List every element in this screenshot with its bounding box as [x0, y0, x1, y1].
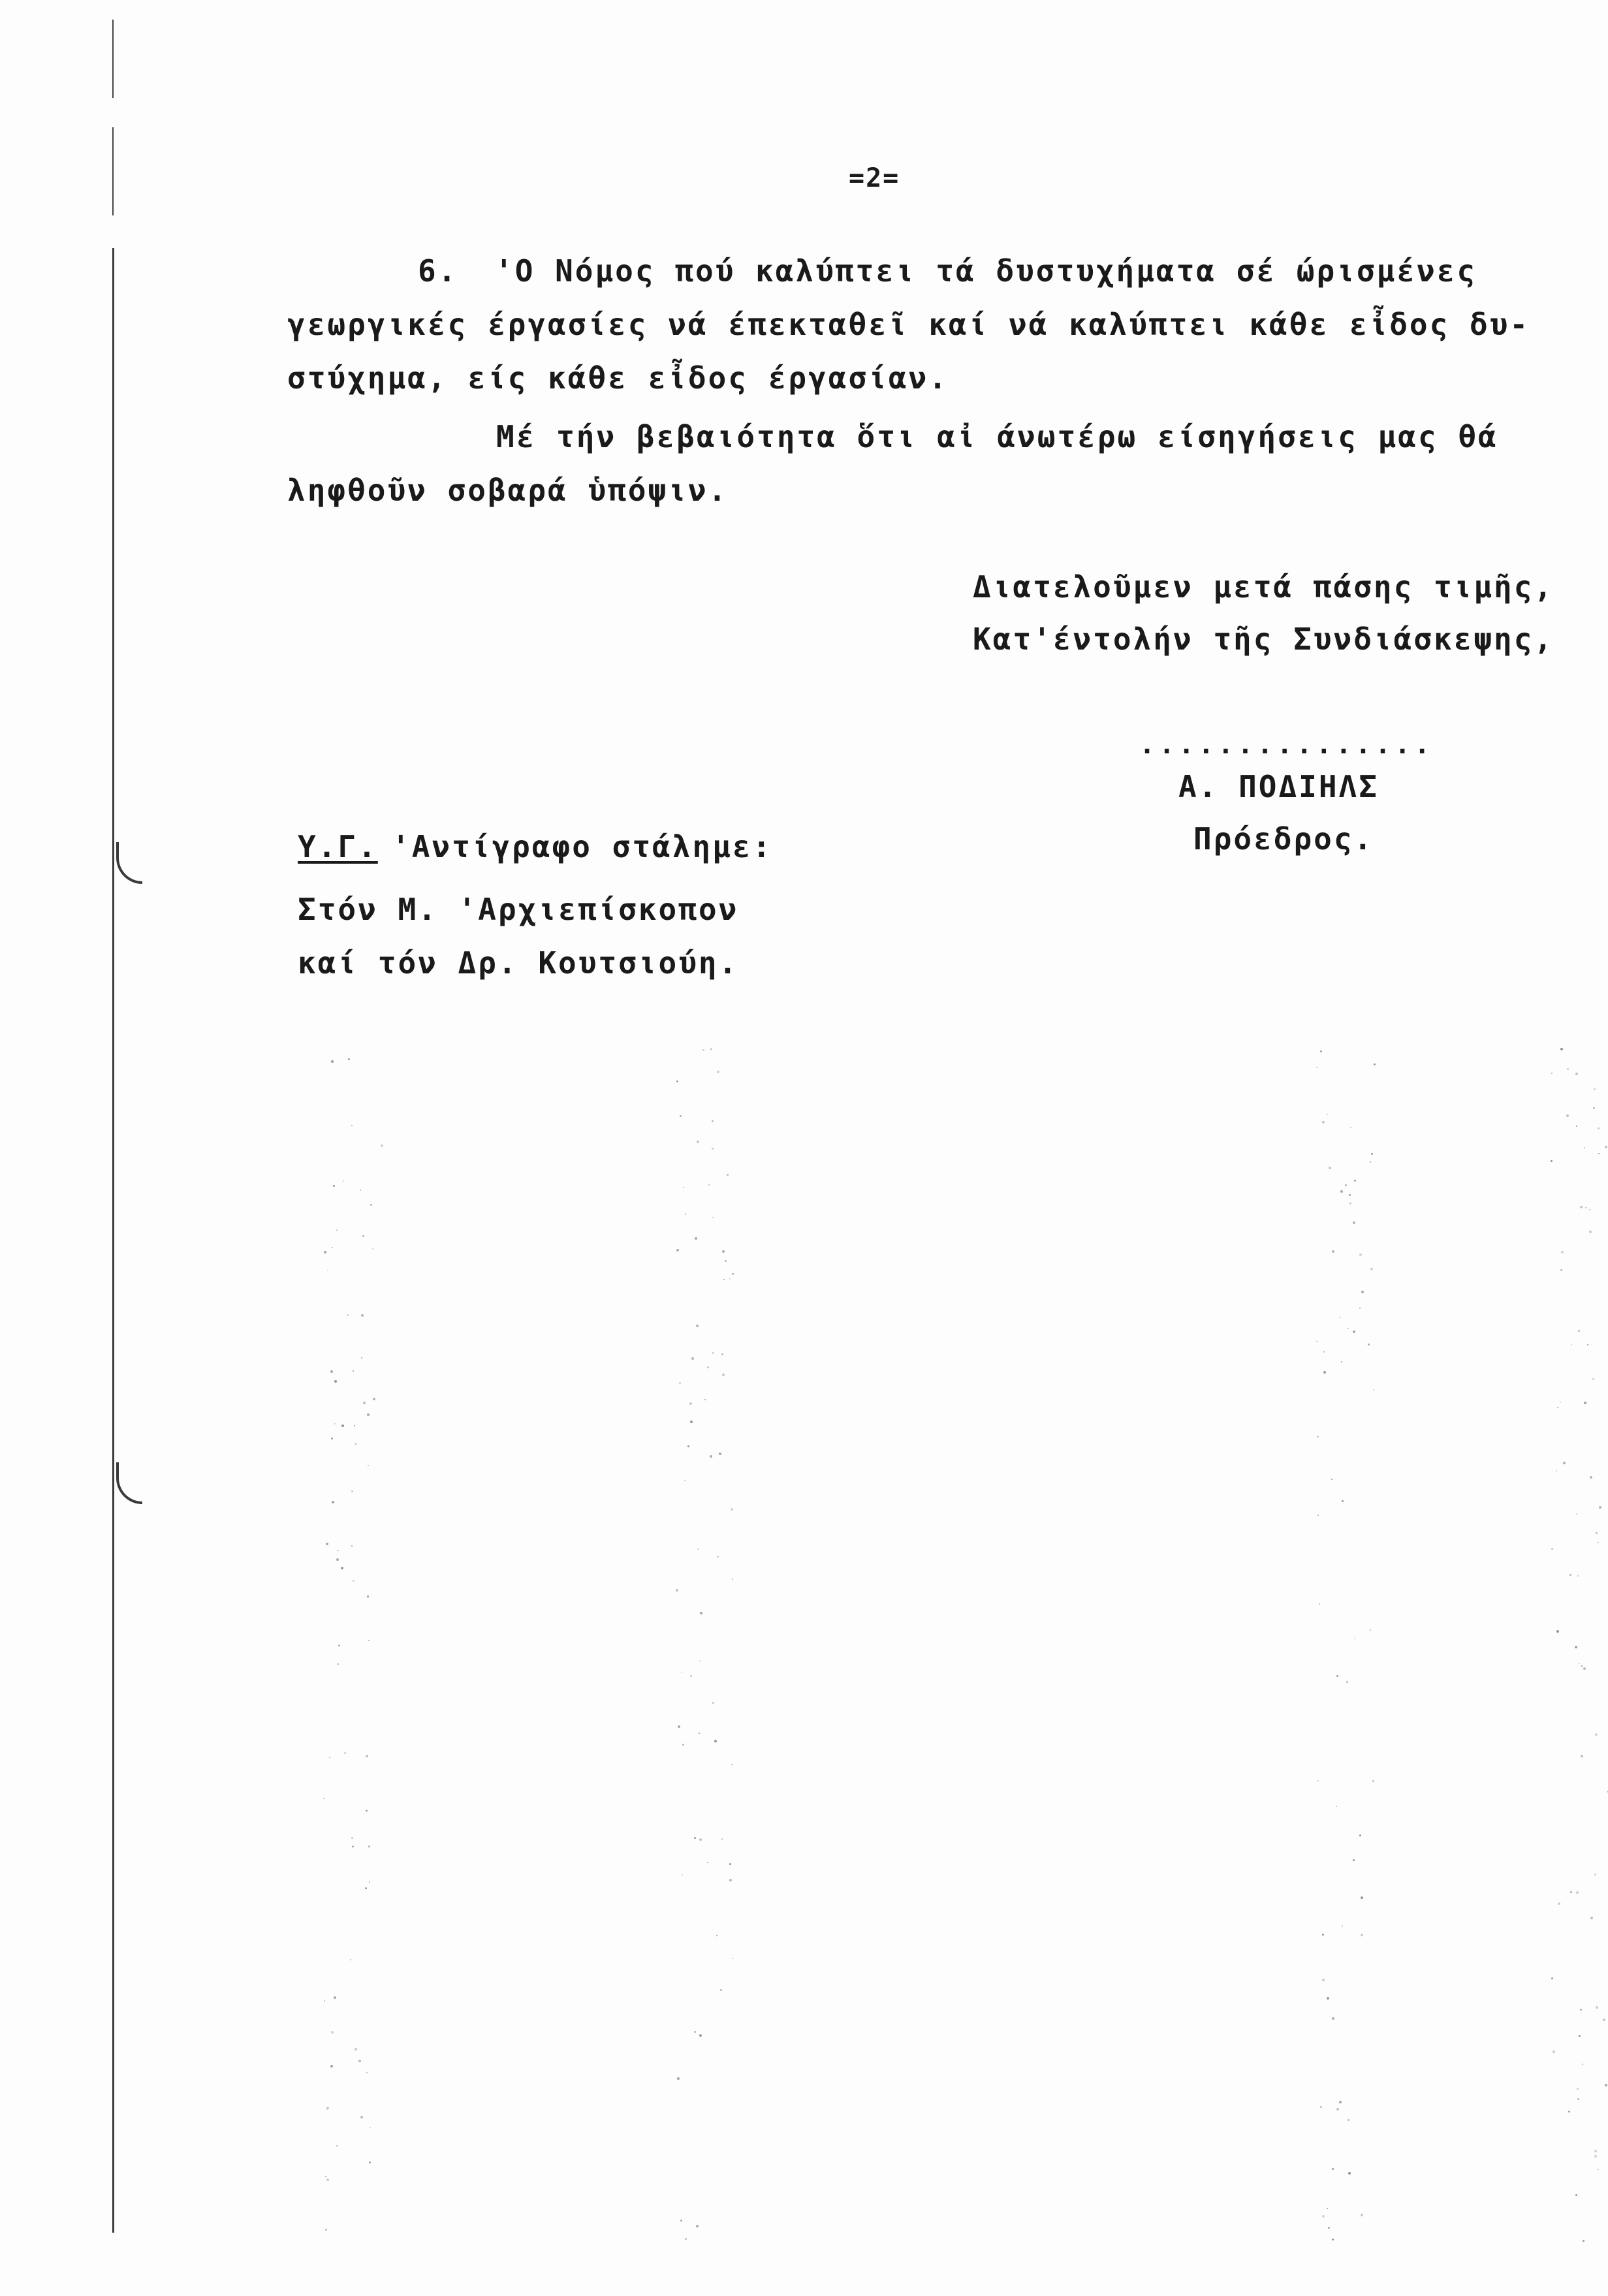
scan-speck	[684, 1480, 686, 1481]
scan-speck	[725, 1260, 727, 1262]
scan-speck	[1336, 1675, 1338, 1677]
scan-speck	[351, 1490, 353, 1492]
scan-speck	[700, 1612, 702, 1614]
scan-speck	[712, 1217, 714, 1218]
scan-speck	[727, 1174, 729, 1176]
scan-speck	[351, 1125, 353, 1126]
scan-speck	[1599, 1506, 1601, 1509]
scan-speck	[1584, 1147, 1585, 1148]
scan-speck	[694, 1837, 696, 1839]
scan-speck	[368, 1846, 370, 1848]
scan-speck	[690, 1421, 693, 1423]
scan-speck	[1331, 1479, 1332, 1480]
scan-speck	[712, 1148, 714, 1150]
scan-speck	[1361, 1291, 1364, 1293]
closing-line-1: Μέ τήν βεβαιότητα ὅτι αἰ άνωτέρω είσηγήσεις μας θά	[496, 419, 1498, 454]
scan-speck	[1590, 1917, 1593, 1919]
scan-speck	[330, 1370, 333, 1373]
scan-speck	[1370, 1161, 1371, 1163]
scan-speck	[1322, 1979, 1325, 1981]
scan-speck	[361, 1314, 364, 1317]
scan-speck	[1319, 1603, 1320, 1605]
scan-speck	[351, 1837, 353, 1839]
scan-speck	[1589, 1231, 1592, 1233]
scan-speck	[325, 2229, 327, 2231]
scan-speck	[1594, 2155, 1597, 2158]
scan-speck	[682, 1874, 683, 1876]
scan-speck	[678, 1725, 680, 1728]
scan-speck	[361, 1357, 362, 1359]
scan-speck	[731, 1764, 733, 1765]
scan-speck	[707, 1366, 709, 1368]
scan-speck	[1361, 1896, 1363, 1899]
scan-speck	[721, 1838, 723, 1840]
scan-speck	[681, 1672, 682, 1673]
scan-speck	[1317, 1515, 1319, 1516]
scan-speck	[1353, 1859, 1355, 1861]
scan-speck	[1327, 1114, 1328, 1115]
scan-speck	[712, 1120, 714, 1122]
scan-speck	[326, 1543, 328, 1545]
scan-speck	[347, 1314, 349, 1316]
scan-speck	[338, 1550, 339, 1551]
scan-speck	[720, 1989, 722, 1991]
scan-speck	[1579, 1663, 1580, 1664]
scan-speck	[1592, 1378, 1594, 1380]
left-margin-rule	[112, 248, 114, 2233]
scan-speck	[370, 1204, 372, 1206]
scan-speck	[1589, 1209, 1590, 1210]
scan-speck	[1577, 2098, 1579, 2100]
scan-speck	[685, 2238, 687, 2240]
scan-speck	[1551, 1977, 1553, 1979]
scan-speck	[365, 1887, 367, 1889]
scan-speck	[1348, 2172, 1351, 2175]
scan-speck	[1578, 1330, 1580, 1332]
scan-speck	[366, 1810, 368, 1812]
scan-speck	[1594, 2150, 1597, 2152]
postscript-label: Υ.Γ.	[298, 829, 378, 864]
scan-speck	[1346, 1681, 1348, 1683]
scan-speck	[1594, 1088, 1596, 1090]
item-line-2: γεωργικές έργασίες νά έπεκταθεῖ καί νά καλύπτει κάθε εἶδος δυ-	[287, 307, 1530, 342]
scan-speck	[1587, 1344, 1588, 1345]
scan-speck	[343, 1180, 344, 1182]
scan-speck	[354, 1425, 355, 1426]
scan-speck	[714, 1740, 717, 1742]
scan-speck	[353, 1370, 354, 1372]
scan-speck	[1341, 1361, 1342, 1362]
scan-speck	[1323, 1371, 1326, 1374]
scan-speck	[719, 1453, 721, 1455]
signature-name: Α. ΠΟΔΙΗΛΣ	[1178, 769, 1379, 804]
scan-speck	[325, 2176, 326, 2177]
scan-speck	[1340, 1317, 1341, 1318]
scan-speck	[694, 2031, 696, 2033]
scan-speck	[1551, 1160, 1553, 1162]
scan-speck	[1323, 1351, 1325, 1353]
scan-speck	[1556, 1630, 1559, 1633]
postscript-heading: 'Αντίγραφο στάλημε:	[392, 829, 773, 864]
margin-bracket-mark	[116, 842, 142, 884]
scan-speck	[348, 1058, 350, 1060]
scan-speck	[683, 1187, 684, 1188]
scan-speck	[334, 1380, 337, 1383]
scan-speck	[331, 2031, 334, 2034]
scan-speck	[1581, 1665, 1583, 1667]
scan-speck	[369, 1881, 370, 1883]
scan-speck	[369, 2162, 371, 2163]
scan-speck	[1350, 1127, 1351, 1128]
scan-speck	[366, 1755, 368, 1757]
page-number: =2=	[849, 163, 900, 193]
scan-speck	[1560, 1048, 1563, 1050]
scan-speck	[1359, 1308, 1361, 1309]
scan-speck	[699, 1660, 701, 1661]
signature-title: Πρόεδρος.	[1193, 821, 1374, 857]
scan-speck	[677, 2077, 680, 2080]
scan-speck	[712, 1352, 714, 1354]
scan-speck	[352, 1846, 354, 1848]
scan-speck	[695, 1237, 697, 1240]
scan-speck	[1557, 1407, 1558, 1408]
scan-speck	[1584, 1402, 1586, 1404]
scan-speck	[685, 1214, 686, 1215]
scan-speck	[367, 1413, 370, 1416]
scan-speck	[1566, 1114, 1569, 1117]
scan-speck	[1551, 1073, 1553, 1074]
scan-speck	[1570, 1891, 1572, 1893]
scan-speck	[353, 1580, 355, 1582]
scan-speck	[336, 1558, 339, 1561]
scan-speck	[1349, 1194, 1351, 1196]
scan-speck	[1368, 1344, 1370, 1345]
scan-speck	[344, 1752, 346, 1754]
scan-speck	[1348, 2119, 1349, 2121]
scan-speck	[1361, 2214, 1363, 2216]
scan-speck	[1322, 2215, 1325, 2218]
scan-speck	[712, 1702, 714, 1704]
scan-speck	[332, 1501, 334, 1503]
scan-speck	[1327, 2208, 1328, 2209]
scan-speck	[1317, 1436, 1319, 1438]
scan-speck	[690, 1675, 692, 1677]
scan-speck	[1320, 2106, 1322, 2108]
scan-speck	[691, 1357, 694, 1360]
scan-speck	[731, 1508, 733, 1511]
scan-speck	[1576, 1513, 1577, 1515]
scan-speck	[687, 1445, 689, 1447]
scan-speck	[1569, 1574, 1571, 1576]
scan-speck	[331, 1438, 333, 1439]
scan-speck	[1560, 1402, 1561, 1403]
scan-speck	[1553, 2051, 1555, 2053]
scan-speck	[1598, 1127, 1600, 1129]
scan-speck	[360, 1189, 361, 1191]
scan-speck	[363, 1402, 366, 1404]
scan-speck	[1567, 1068, 1569, 1070]
scan-speck	[1349, 1203, 1351, 1204]
scan-speck	[680, 2220, 682, 2222]
scan-speck	[1354, 1638, 1355, 1639]
scan-speck	[1598, 1542, 1599, 1543]
scan-speck	[1342, 1500, 1344, 1502]
scan-speck	[1590, 1476, 1592, 1479]
scan-speck	[676, 1249, 679, 1251]
scan-speck	[381, 1144, 383, 1147]
scan-speck	[1361, 1934, 1363, 1936]
scan-speck	[323, 1798, 324, 1799]
scan-speck	[1370, 1629, 1371, 1631]
scan-speck	[1370, 1268, 1373, 1270]
scan-speck	[729, 1863, 731, 1865]
scan-speck	[1593, 1107, 1595, 1109]
scan-speck	[372, 1248, 373, 1250]
scan-speck	[1332, 2239, 1334, 2241]
scan-speck	[1354, 1180, 1356, 1182]
valediction-line-1: Διατελοῦμεν μετά πάσης τιμῆς,	[973, 569, 1554, 605]
scan-speck	[1577, 2088, 1579, 2090]
scan-speck	[1332, 1250, 1334, 1253]
scan-speck	[327, 1270, 328, 1271]
scan-speck	[338, 1663, 339, 1665]
scan-speck	[1359, 1253, 1362, 1256]
scan-speck	[679, 1382, 681, 1384]
scan-speck	[1576, 1125, 1577, 1127]
scan-speck	[1583, 1667, 1586, 1670]
scan-speck	[1595, 1733, 1598, 1736]
scan-speck	[1329, 1167, 1331, 1169]
scan-speck	[368, 1640, 370, 1641]
scan-speck	[1373, 1389, 1374, 1391]
scan-speck	[1322, 1121, 1325, 1124]
scan-speck	[366, 2072, 368, 2073]
scan-speck	[729, 1278, 731, 1280]
scan-speck	[704, 1399, 706, 1400]
scan-speck	[710, 1455, 712, 1458]
scan-speck	[732, 1958, 733, 1959]
scan-speck	[1563, 1462, 1566, 1464]
scan-speck	[330, 2065, 333, 2068]
scan-speck	[336, 1229, 338, 1231]
scan-speck	[1342, 1925, 1343, 1926]
scan-speck	[355, 2048, 357, 2051]
scan-speck	[324, 1251, 326, 1253]
scan-speck	[1575, 1646, 1577, 1648]
scan-speck	[1585, 1207, 1586, 1208]
scan-speck	[1561, 1251, 1564, 1253]
scan-speck	[358, 2060, 361, 2062]
scan-speck	[334, 1423, 336, 1424]
item-number: 6.	[418, 253, 458, 289]
scan-speck	[350, 1959, 351, 1960]
scan-speck	[729, 1879, 732, 1881]
scan-speck	[1571, 1344, 1572, 1345]
scan-speck	[1582, 2064, 1583, 2065]
scan-speck	[341, 1567, 343, 1569]
scan-speck	[702, 1049, 704, 1051]
scan-speck	[1583, 2240, 1584, 2242]
scan-speck	[1568, 2111, 1570, 2113]
scan-speck	[699, 1838, 702, 1841]
scan-speck	[697, 1549, 699, 1550]
scan-speck	[1327, 1997, 1329, 2000]
signature-dots: ...............	[1139, 730, 1434, 760]
scan-speck	[699, 2034, 702, 2037]
scan-speck	[1359, 1834, 1361, 1836]
scan-speck	[1332, 2168, 1334, 2170]
scan-speck	[362, 1235, 364, 1237]
scan-speck	[332, 1247, 333, 1248]
scan-speck	[1336, 1806, 1337, 1807]
scan-speck	[717, 1071, 719, 1073]
scan-speck	[1339, 2101, 1342, 2103]
scan-speck	[1558, 1902, 1560, 1905]
scan-speck	[708, 1184, 710, 1186]
scan-speck	[1580, 1206, 1583, 1208]
item-line-1: 'Ο Νόμος πού καλύπτει τά δυστυχήματα σέ ώρισμένες	[495, 253, 1477, 289]
scan-speck	[716, 1935, 717, 1936]
scan-speck	[333, 1185, 335, 1187]
scan-speck	[697, 1140, 699, 1143]
scan-speck	[1603, 2019, 1605, 2021]
scan-speck	[324, 2000, 325, 2002]
scan-speck	[732, 1579, 733, 1580]
scan-speck	[1605, 1146, 1607, 1148]
scan-speck	[326, 2178, 329, 2181]
scan-speck	[368, 1465, 369, 1466]
scan-speck	[1371, 1153, 1373, 1155]
scan-speck	[1317, 1780, 1319, 1782]
scan-speck	[1340, 1190, 1343, 1193]
scan-speck	[334, 1996, 336, 1999]
scan-speck	[1594, 1874, 1596, 1876]
scan-speck	[373, 1398, 375, 1400]
scan-speck	[1596, 1532, 1598, 1534]
scan-speck	[341, 1424, 344, 1427]
scan-speck	[710, 1048, 712, 1050]
scan-speck	[1332, 2017, 1334, 2020]
scan-speck	[1596, 2006, 1598, 2009]
scan-speck	[329, 1757, 330, 1758]
scan-speck	[682, 1744, 684, 1746]
scan-speck	[721, 1353, 723, 1355]
scan-speck	[1580, 2009, 1582, 2011]
scan-speck	[360, 2116, 363, 2118]
scan-speck	[351, 1545, 353, 1547]
scan-speck	[331, 1060, 334, 1063]
scan-speck	[370, 2127, 371, 2128]
scan-speck	[699, 1733, 700, 1734]
scan-speck	[1353, 1221, 1355, 1224]
scan-speck	[1577, 1575, 1579, 1577]
scan-speck	[1328, 2227, 1330, 2229]
scan-speck	[676, 1080, 678, 1082]
scan-speck	[1551, 1548, 1553, 1550]
scan-speck	[1556, 1470, 1557, 1471]
scan-speck	[1320, 1050, 1322, 1052]
scan-speck	[723, 1279, 725, 1280]
scan-speck	[1336, 2108, 1339, 2111]
scan-speck	[1575, 1073, 1578, 1075]
scan-speck	[722, 1250, 725, 1253]
scan-speck	[338, 1644, 340, 1646]
item-line-3: στύχημα, είς κάθε εἶδος έργασίαν.	[287, 360, 949, 396]
scan-speck	[1348, 1328, 1349, 1329]
scan-speck	[1372, 1780, 1374, 1782]
scan-speck	[1560, 1269, 1562, 1271]
valediction-line-2: Κατ'έντολήν τῆς Συνδιάσκεψης,	[973, 621, 1554, 657]
scan-speck	[722, 1374, 725, 1376]
postscript-line-1: Στόν Μ. 'Αρχιεπίσκοπον	[298, 892, 739, 927]
scan-speck	[1322, 1934, 1324, 1936]
scan-speck	[707, 1862, 708, 1863]
scan-speck	[1374, 1063, 1376, 1065]
scan-speck	[367, 1596, 369, 1597]
scan-speck	[696, 2225, 699, 2227]
scan-speck	[732, 1273, 734, 1275]
closing-line-2: ληφθοῦν σοβαρά ὑπόψιν.	[287, 473, 729, 508]
scan-speck	[336, 2145, 338, 2147]
scan-speck	[1598, 1153, 1600, 1154]
scan-speck	[1598, 2169, 1599, 2170]
scan-speck	[1353, 1330, 1355, 1333]
postscript-line-2: καί τόν Δρ. Κουτσιούη.	[298, 945, 739, 981]
scan-speck	[1576, 1891, 1579, 1894]
scan-speck	[355, 1443, 356, 1445]
scan-speck	[689, 1402, 692, 1405]
scan-speck	[1316, 1067, 1317, 1068]
scan-speck	[717, 1556, 719, 1558]
scan-speck	[1575, 2194, 1577, 2196]
scan-speck	[326, 2107, 329, 2109]
left-margin-rule-top	[112, 20, 114, 215]
scan-speck	[1581, 1755, 1583, 1757]
scan-speck	[696, 1325, 699, 1327]
scan-speck	[1316, 1341, 1317, 1342]
scan-speck	[680, 1115, 682, 1117]
scan-speck	[676, 1589, 678, 1592]
scan-speck	[1579, 2035, 1581, 2037]
scan-speck	[1605, 2084, 1607, 2086]
margin-bracket-mark	[116, 1462, 142, 1504]
scan-speck	[1345, 1184, 1347, 1186]
